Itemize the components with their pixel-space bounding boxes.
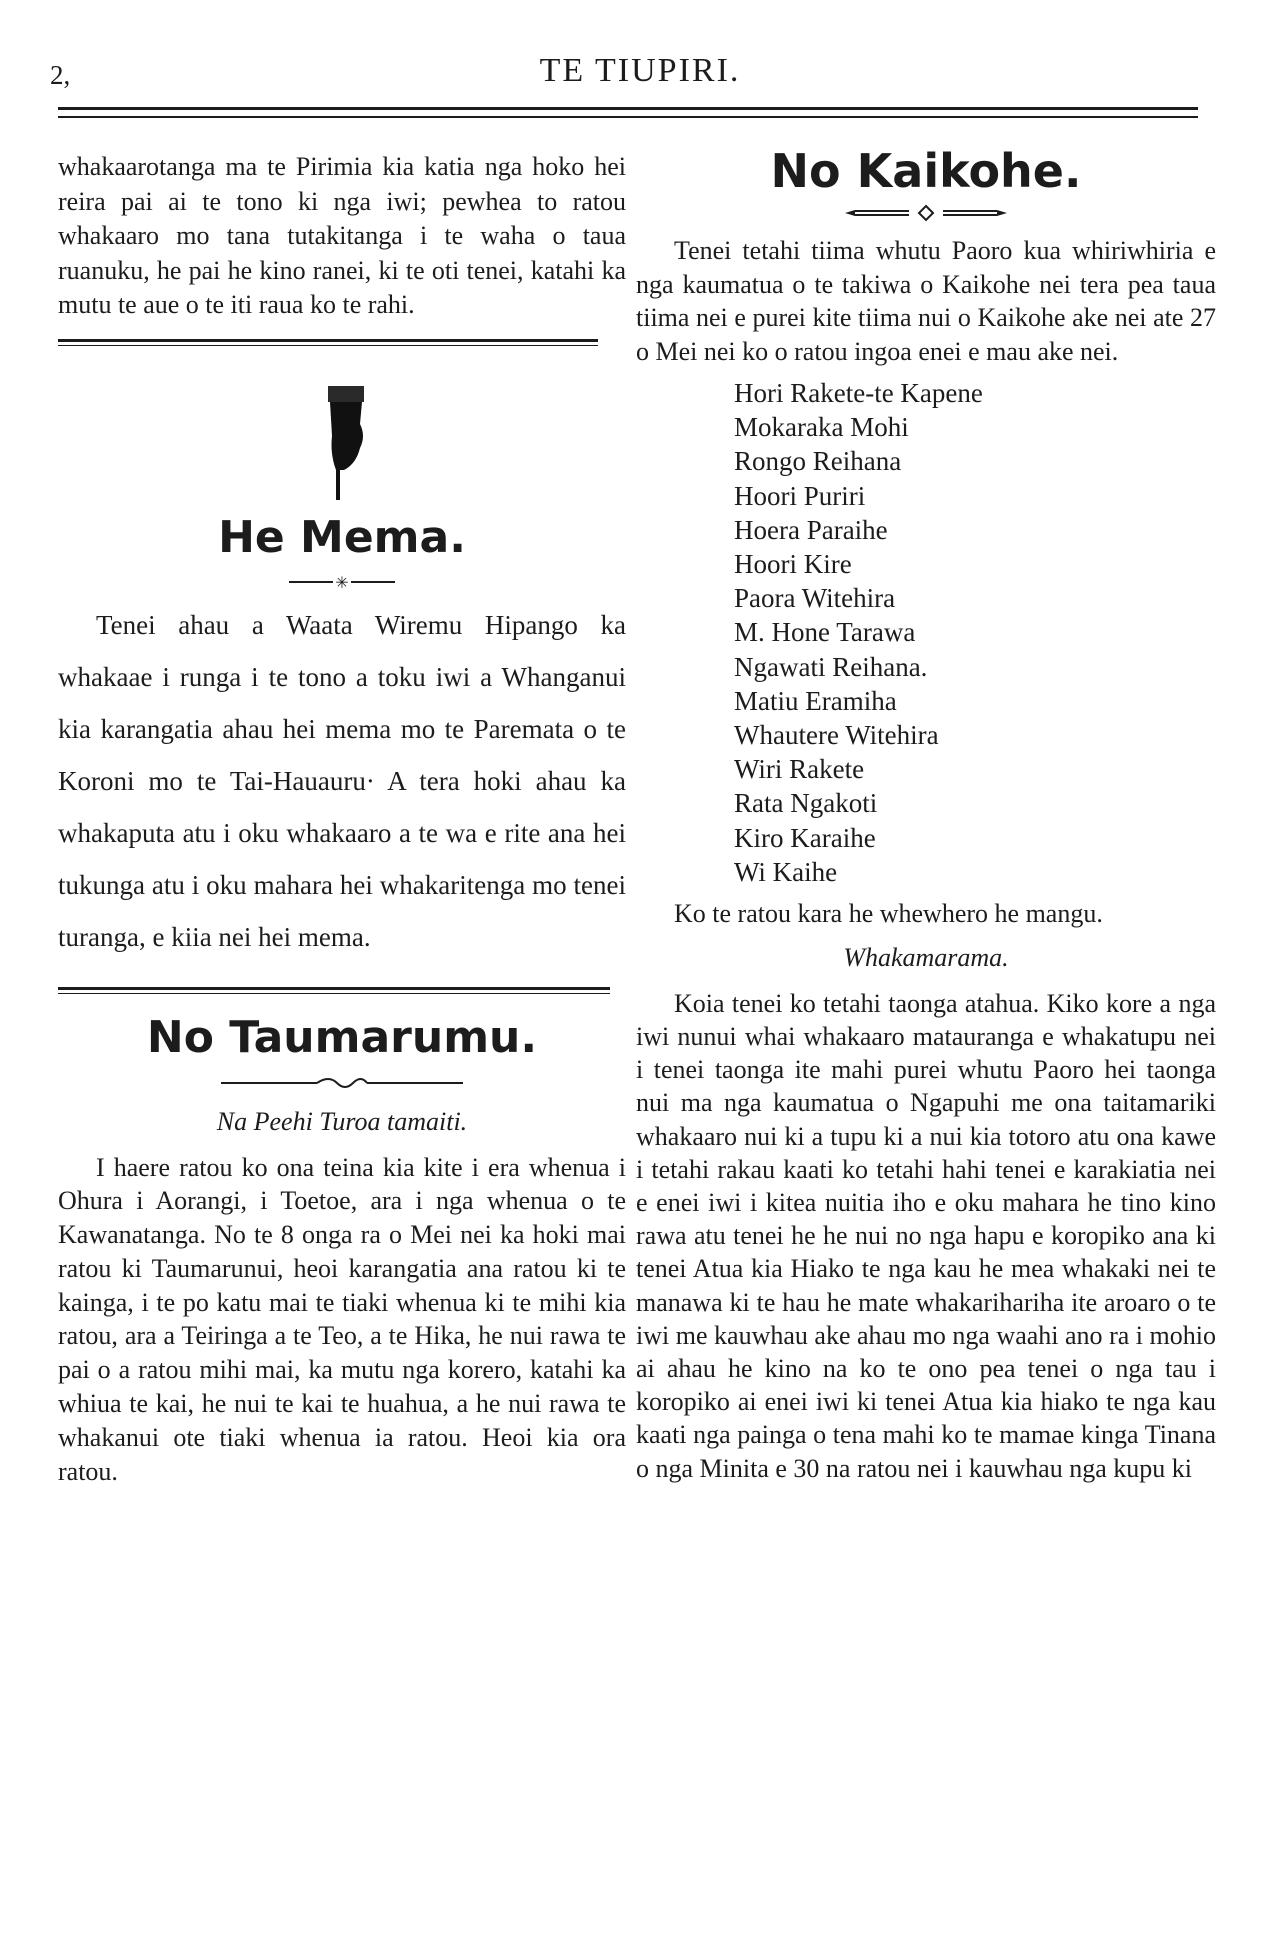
list-item: Matiu Eramiha — [734, 685, 897, 716]
whakamarama-body: Koia tenei ko tetahi taonga atahua. Kiko kore a nga iwi nunui whai whakaaro matauranga e whakatupu nei i tenei taonga ite mahi purei whutu Paoro hei taonga nui ma nga kaumatua o Ngapuhi me ona taitamariki whakaaro nui ki a tupu ki a nui kia totoro atu ona kawe i tetahi rakau kaati ko tetahi hahi tenei e karakiatia nei e enei iwi i kitea nuitia iho e oku mahara he tino kino rawa atu tenei he he nui no nga hapu e koropiko ana ki tenei Atua kia Hiako te nga kau he mea whakaki nei te manawa ki te hau he mate whakarihariha ite aroaro o te iwi me kauwhau ake ahau mo nga waahi ano ra i mohio ai ahau he kino na ko te ono pea tenei o nga tau i koropiko ai enei iwi ki tenei Atua kia hiako te nga kau kaati nga painga o tena mahi ko te mamae kinga Tinana o nga Minita e 30 na ratou nei i kauwhau nga kupu ki — [636, 988, 1216, 1483]
newspaper-title: TE TIUPIRI. — [539, 52, 741, 89]
list-item: Hoori Puriri — [734, 480, 866, 511]
list-item: Kiro Karaihe — [734, 822, 876, 853]
team-names-list — [636, 376, 1216, 889]
list-item: Paora Witehira — [734, 583, 896, 614]
list-item: Rongo Reihana — [734, 446, 902, 477]
list-item: Wi Kaihe — [734, 856, 838, 887]
section-divider — [58, 339, 598, 346]
list-item: M. Hone Tarawa — [734, 617, 916, 648]
list-item: Hori Rakete-te Kapene — [734, 378, 983, 408]
team-colours: Ko te ratou kara he whewhero he mangu. — [674, 899, 1103, 929]
page-number: 2, — [50, 60, 71, 90]
kaikohe-intro: Tenei tetahi tiima whutu Paoro kua whiriwhiria e nga kaumatua o te takiwa o Kaikohe nei tera pea taua tiima nei e purei kite tiima nui o Kaikohe ake nei ate 27 o Mei nei ko o ratou ingoa enei e mau ake nei. — [636, 236, 1216, 366]
list-item: Whautere Witehira — [734, 720, 939, 751]
diamond-ornament-icon — [841, 204, 1011, 222]
whakamarama-heading: Whakamarama. — [843, 942, 1009, 972]
svg-text:✳: ✳ — [335, 574, 349, 589]
pointing-hand-icon — [322, 384, 372, 504]
intro-paragraph: whakaarotanga ma te Pirimia kia katia nga hoko hei reira pai ai te tono ki nga iwi; pewhea to ratou whakaaro mo tana tutakitanga i te waha o taua ruanuku, he pai he kino ranei, ki te oti tenei, katahi ka mutu te aue o te iti raua ko te rahi. — [58, 152, 626, 319]
section-divider — [58, 987, 610, 994]
header-rule — [58, 107, 1198, 118]
list-item: Ngawati Reihana. — [734, 651, 928, 682]
no-kaikohe-heading: No Kaikohe. — [770, 144, 1082, 198]
star-ornament-icon — [287, 575, 397, 589]
list-item: Hoori Kire — [734, 549, 852, 580]
list-item: Rata Ngakoti — [734, 788, 878, 819]
list-item: Mokaraka Mohi — [734, 412, 909, 443]
he-mema-body: Tenei ahau a Waata Wiremu Hipango ka whakaae i runga i te tono a toku iwi a Whanganui kia karangatia ahau hei mema mo te Paremata o te Koroni mo te Tai-Hauauru· A tera hoki ahau ka whakaputa atu i oku whakaaro a te wa e rite ana hei tukunga atu i oku mahara hei whakaritenga mo tenei turanga, e kiia nei hei mema. — [58, 609, 626, 952]
no-taumarumu-heading: No Taumarumu. — [146, 1011, 538, 1063]
list-item: Hoera Paraihe — [734, 514, 888, 545]
page-header — [0, 48, 1280, 98]
right-column — [636, 144, 1216, 1485]
list-item: Wiri Rakete — [734, 754, 865, 785]
he-mema-heading: He Mema. — [218, 511, 466, 563]
flourish-ornament-icon — [217, 1075, 467, 1091]
left-column — [58, 150, 626, 1488]
taumarumu-byline: Na Peehi Turoa tamaiti. — [216, 1106, 468, 1136]
taumarumu-body: I haere ratou ko ona teina kia kite i era whenua i Ohura i Aorangi, i Toetoe, ara i nga whenua o te Kawanatanga. No te 8 onga ra o Mei nei ka hoki mai ratou ki Taumarunui, heoi karangatia ana ratou ki te kainga, i te po katu mai te tiaki whenua ki te mihi kia ratou, ara a Teiringa a te Teo, a te Hika, he nui rawa te pai o a ratou mihi mai, ka mutu nga korero, katahi ka whiua te kai, he nui te kai te huahua, a he nui rawa te whakanui ote tiaki whenua ia ratou. Heoi kia ora ratou. — [58, 1152, 626, 1486]
